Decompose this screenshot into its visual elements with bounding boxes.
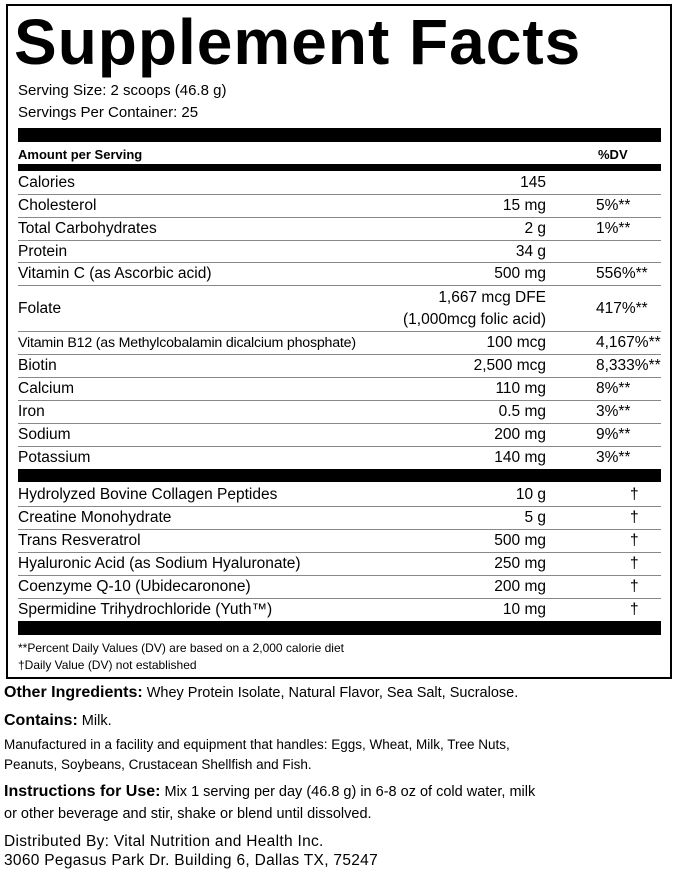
contains-text: Milk.	[77, 713, 112, 729]
ingredient-row	[18, 507, 661, 530]
nutrient-name: Calcium	[18, 380, 74, 397]
other-ingredients-label: Other Ingredients:	[4, 684, 143, 701]
serving-size: Serving Size: 2 scoops (46.8 g)	[18, 82, 227, 99]
nutrient-amount: 15 mg	[502, 197, 546, 214]
thick-divider-top	[18, 128, 661, 142]
nutrient-name: Cholesterol	[18, 197, 97, 214]
nutrient-name: Total Carbohydrates	[18, 220, 157, 237]
nutrient-row	[18, 447, 661, 469]
nutrient-dv: 1%**	[596, 220, 631, 237]
nutrient-amount: 2 g	[524, 220, 546, 237]
nutrient-name: Vitamin C (as Ascorbic acid)	[18, 265, 212, 282]
nutrient-row	[18, 424, 661, 447]
panel-title: Supplement Facts	[14, 6, 582, 78]
amount-per-serving-header: Amount per Serving	[18, 147, 143, 162]
other-ingredients-text: Whey Protein Isolate, Natural Flavor, Sea Salt, Sucralose.	[142, 685, 519, 701]
ingredient-row	[18, 553, 661, 576]
nutrient-amount: 500 mg	[494, 265, 546, 282]
servings-per-container: Servings Per Container: 25	[18, 104, 199, 121]
nutrient-dv: 4,167%**	[596, 334, 661, 351]
nutrient-amount: 145	[520, 174, 546, 191]
nutrient-dv: 3%**	[596, 403, 631, 420]
footnote-dv-not-established: †Daily Value (DV) not established	[18, 658, 197, 672]
nutrient-row	[18, 401, 661, 424]
ingredient-amount: 10 mg	[502, 601, 546, 618]
nutrient-row	[18, 378, 661, 401]
ingredient-amount: 250 mg	[494, 555, 546, 572]
nutrient-amount-line1: 1,667 mcg DFE	[438, 289, 546, 306]
nutrient-dv: 9%**	[596, 426, 631, 443]
nutrient-amount: 100 mcg	[486, 334, 546, 351]
ingredient-amount: 5 g	[524, 509, 546, 526]
nutrient-row	[18, 332, 661, 355]
distributor-name: Distributed By: Vital Nutrition and Health Inc.	[4, 833, 324, 850]
ingredient-name: Coenzyme Q-10 (Ubidecaronone)	[18, 578, 251, 595]
nutrient-name: Calories	[18, 174, 75, 191]
nutrient-name: Folate	[18, 300, 62, 317]
nutrient-dv: 5%**	[596, 197, 631, 214]
dv-header: %DV	[598, 147, 628, 162]
nutrient-amount: 2,500 mcg	[473, 357, 546, 374]
ingredient-dv: †	[630, 509, 639, 526]
ingredient-amount: 500 mg	[494, 532, 546, 549]
ingredient-amount: 10 g	[515, 486, 546, 503]
nutrient-name: Potassium	[18, 449, 91, 466]
amount-header-row	[18, 146, 661, 164]
thick-divider-nutrients	[18, 164, 661, 171]
nutrient-name: Protein	[18, 243, 68, 260]
ingredient-name: Creatine Monohydrate	[18, 509, 172, 526]
contains-label: Contains:	[4, 712, 78, 729]
nutrient-name: Biotin	[18, 357, 57, 374]
ingredient-dv: †	[630, 486, 639, 503]
nutrient-row	[18, 263, 661, 286]
nutrient-name: Sodium	[18, 426, 71, 443]
ingredient-dv: †	[630, 601, 639, 618]
nutrient-amount: 200 mg	[494, 426, 546, 443]
ingredient-row	[18, 530, 661, 553]
ingredient-dv: †	[630, 532, 639, 549]
nutrient-amount: 34 g	[515, 243, 546, 260]
nutrient-row	[18, 218, 661, 241]
nutrient-amount: 140 mg	[494, 449, 546, 466]
ingredient-row	[18, 576, 661, 599]
instructions-line-1	[4, 782, 676, 802]
instructions-text: Mix 1 serving per day (46.8 g) in 6-8 oz of cold water, milk	[160, 784, 536, 800]
footnote-dv-basis: **Percent Daily Values (DV) are based on a 2,000 calorie diet	[18, 641, 344, 655]
facility-line-2: Peanuts, Soybeans, Crustacean Shellfish and Fish.	[4, 757, 312, 772]
thick-divider-others	[18, 469, 661, 482]
nutrient-dv: 556%**	[596, 265, 648, 282]
nutrient-amount: 0.5 mg	[498, 403, 546, 420]
nutrient-name: Vitamin B12 (as Methylcobalamin dicalcium phosphate)	[18, 335, 356, 351]
nutrient-dv: 3%**	[596, 449, 631, 466]
nutrient-name: Iron	[18, 403, 45, 420]
instructions-line-2: or other beverage and stir, shake or blend until dissolved.	[4, 806, 372, 822]
ingredient-row	[18, 484, 661, 507]
nutrient-amount: 110 mg	[495, 380, 546, 397]
nutrient-row	[18, 241, 661, 263]
nutrient-dv: 417%**	[596, 300, 648, 317]
ingredient-name: Hydrolyzed Bovine Collagen Peptides	[18, 486, 278, 503]
ingredient-dv: †	[630, 555, 639, 572]
nutrient-row	[18, 172, 661, 195]
distributor-address: 3060 Pegasus Park Dr. Building 6, Dallas TX, 75247	[4, 852, 379, 869]
ingredient-name: Hyaluronic Acid (as Sodium Hyaluronate)	[18, 555, 301, 572]
ingredient-amount: 200 mg	[494, 578, 546, 595]
nutrient-row	[18, 355, 661, 378]
other-ingredients	[4, 683, 676, 703]
instructions-label: Instructions for Use:	[4, 783, 161, 800]
nutrient-row	[18, 195, 661, 218]
nutrient-dv: 8%**	[596, 380, 631, 397]
thick-divider-bottom	[18, 621, 661, 635]
nutrient-row-folate	[18, 286, 661, 332]
ingredient-dv: †	[630, 578, 639, 595]
contains-statement	[4, 711, 676, 731]
ingredient-name: Trans Resveratrol	[18, 532, 141, 549]
nutrient-dv: 8,333%**	[596, 357, 661, 374]
ingredient-name: Spermidine Trihydrochloride (Yuth™)	[18, 601, 273, 618]
facility-line-1: Manufactured in a facility and equipment that handles: Eggs, Wheat, Milk, Tree Nuts,	[4, 737, 510, 752]
nutrient-amount-line2: (1,000mcg folic acid)	[402, 311, 546, 328]
ingredient-row	[18, 599, 661, 621]
